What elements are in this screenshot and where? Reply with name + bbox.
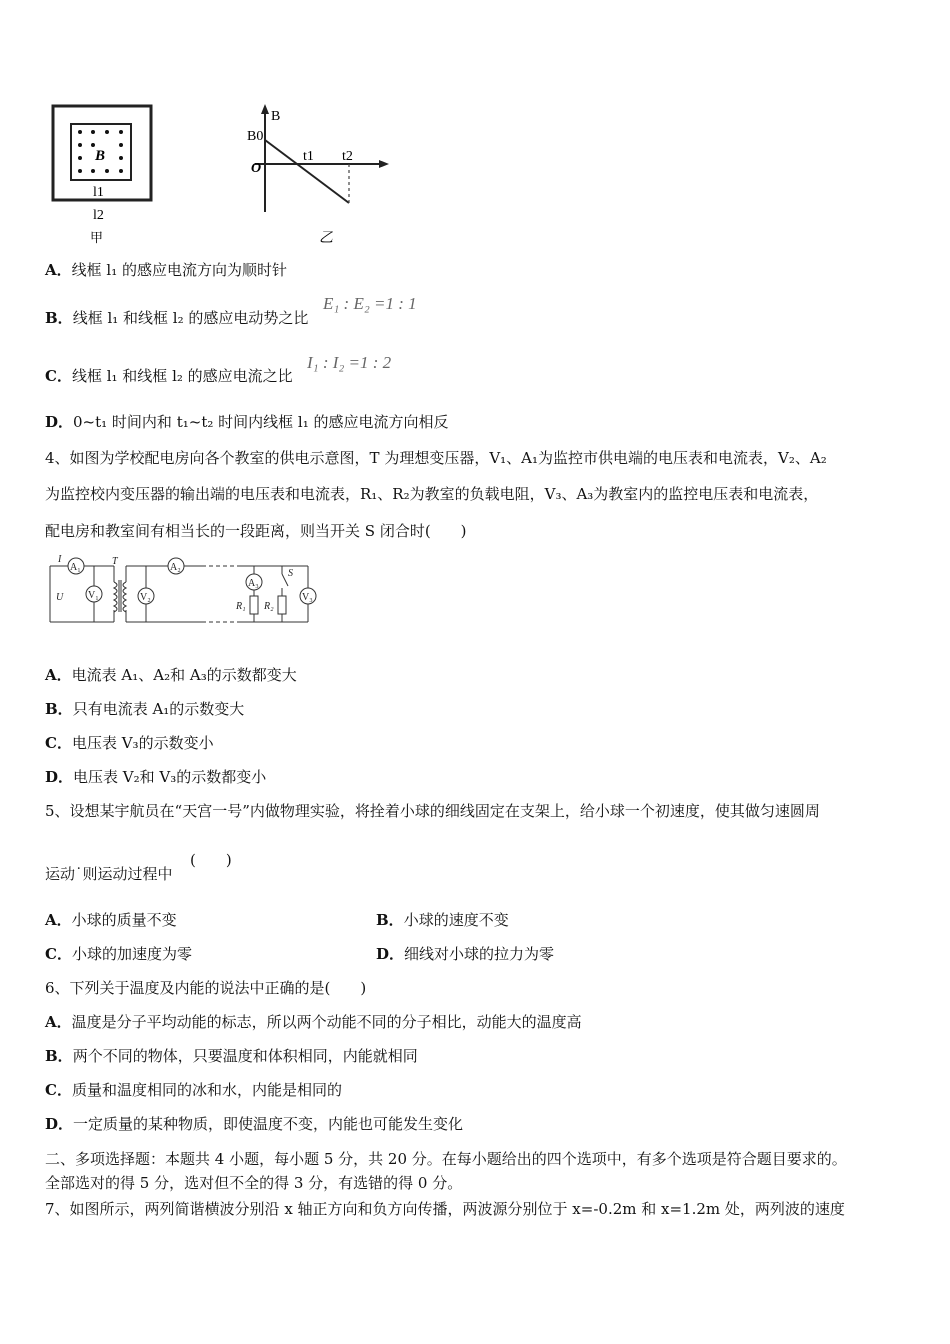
l1-label: l1 (93, 185, 104, 200)
q3-formula-b: E₁ : E₂ =1 : 1 (323, 294, 417, 313)
option-label: C． (45, 367, 72, 385)
option-label: A． (45, 1013, 72, 1031)
q6-option-c (45, 1080, 342, 1100)
origin-label: O (251, 161, 262, 176)
q3-option-c (45, 366, 293, 386)
label-R1: R₁ (236, 601, 246, 612)
q5-option-b (376, 910, 509, 930)
meter-V1: V₁ (88, 590, 99, 601)
q5-answer-paren: ( ) (190, 851, 232, 869)
q3-option-a (45, 260, 287, 280)
t1-label: t1 (303, 149, 314, 164)
meter-A2: A₂ (170, 562, 181, 573)
option-text: 线框 l₁ 和线框 l₂ 的感应电流之比 (71, 367, 293, 385)
meter-V3: V₃ (302, 592, 313, 603)
option-text: 质量和温度相同的冰和水，内能是相同的 (71, 1081, 342, 1099)
q5-option-d (376, 944, 554, 964)
option-label: C． (45, 1081, 72, 1099)
label-S: S (288, 568, 293, 579)
option-label: B． (45, 700, 73, 718)
section2-heading-line1: 二、多项选择题：本题共 4 小题，每小题 5 分，共 20 分。在每小题给出的四个选项中，有多个选项是符合题目要求的。 (45, 1150, 847, 1168)
q4-option-a (45, 665, 297, 685)
option-label: B． (45, 309, 73, 327)
yi-caption: 乙 (319, 231, 333, 245)
q4-option-c (45, 733, 214, 753)
q4-option-d (45, 767, 266, 787)
option-text: 一定质量的某种物质，即使温度不变，内能也可能发生变化 (73, 1115, 464, 1133)
label-U: U (56, 592, 64, 603)
option-text: 电压表 V₃的示数变小 (71, 734, 214, 752)
option-text: 电流表 A₁、A₂和 A₃的示数都变大 (71, 666, 297, 684)
option-text: 两个不同的物体，只要温度和体积相同，内能就相同 (72, 1047, 418, 1065)
option-label: D． (45, 1115, 74, 1133)
figure-yi (245, 100, 395, 245)
q6-stem: 6、下列关于温度及内能的说法中正确的是( ) (45, 979, 367, 997)
t2-label: t2 (342, 149, 353, 164)
q3-option-b (45, 308, 308, 328)
l2-label: l2 (93, 208, 104, 223)
meter-A3: A₃ (248, 578, 259, 589)
t-axis-arrow (379, 160, 389, 168)
option-text: 小球的加速度为零 (71, 945, 192, 963)
q4-stem-line2: 为监控校内变压器的输出端的电压表和电流表，R₁、R₂为教室的负载电阻，V₃、A₃为教室内的监控电压表和电流表， (45, 485, 819, 503)
option-text: 小球的质量不变 (71, 911, 177, 929)
option-text: 小球的速度不变 (403, 911, 509, 929)
option-label: A． (45, 666, 72, 684)
section2-heading-line2: 全部选对的得 5 分，选对但不全的得 3 分，有选错的得 0 分。 (45, 1174, 463, 1192)
q5-option-a (45, 910, 177, 930)
q4-option-b (45, 699, 244, 719)
q7-stem-line1: 7、如图所示，两列简谐横波分别沿 x 轴正方向和负方向传播，两波源分别位于 x=-0.2m 和 x=1.2m 处，两列波的速度 (45, 1200, 845, 1218)
q3-option-d (45, 412, 448, 432)
label-T: T (112, 556, 118, 567)
b-axis-label: B (271, 109, 281, 124)
meter-V2: V₂ (140, 592, 151, 603)
q6-option-d (45, 1114, 463, 1134)
option-text: 线框 l₁ 和线框 l₂ 的感应电动势之比 (72, 309, 309, 327)
q4-stem-line3: 配电房和教室间有相当长的一段距离，则当开关 S 闭合时( ) (45, 522, 467, 540)
option-label: B． (45, 1047, 73, 1065)
option-label: B． (376, 911, 404, 929)
label-R2: R₂ (264, 601, 274, 612)
q5-option-c (45, 944, 192, 964)
q3-formula-c: I₁ : I₂ =1 : 2 (307, 353, 392, 372)
figure-jia (45, 100, 165, 245)
b0-label: B0 (247, 129, 264, 144)
option-text: 线框 l₁ 的感应电流方向为顺时针 (71, 261, 287, 279)
option-label: C． (45, 734, 72, 752)
meter-A1: A₁ (70, 562, 81, 573)
option-text: 细线对小球的拉力为零 (404, 945, 555, 963)
q5-stem-line1: 5、设想某宇航员在“天宫一号”内做物理实验，将拴着小球的细线固定在支架上，给小球一个初速度，使其做匀速圆周 (45, 802, 820, 820)
field-label: B (95, 148, 106, 164)
jia-caption: 甲 (90, 230, 104, 245)
circuit-diagram (42, 552, 322, 632)
option-label: A． (45, 261, 72, 279)
option-text: 0~t₁ 时间内和 t₁~t₂ 时间内线框 l₁ 的感应电流方向相反 (73, 413, 449, 431)
option-label: D． (45, 413, 74, 431)
q6-option-b (45, 1046, 418, 1066)
q6-option-a (45, 1012, 582, 1032)
q5-stem-line2: 运动˙则运动过程中 (45, 865, 173, 883)
label-I: I (58, 554, 62, 565)
option-text: 只有电流表 A₁的示数变大 (72, 700, 245, 718)
option-text: 温度是分子平均动能的标志，所以两个动能不同的分子相比，动能大的温度高 (71, 1013, 582, 1031)
q4-stem-line1: 4、如图为学校配电房向各个教室的供电示意图，T 为理想变压器，V₁、A₁为监控市供电端的电压表和电流表，V₂、A₂ (45, 449, 827, 467)
option-label: A． (45, 911, 72, 929)
option-label: C． (45, 945, 72, 963)
option-label: D． (45, 768, 74, 786)
b-axis-arrow (261, 104, 269, 114)
option-text: 电压表 V₂和 V₃的示数都变小 (73, 768, 267, 786)
option-label: D． (376, 945, 405, 963)
